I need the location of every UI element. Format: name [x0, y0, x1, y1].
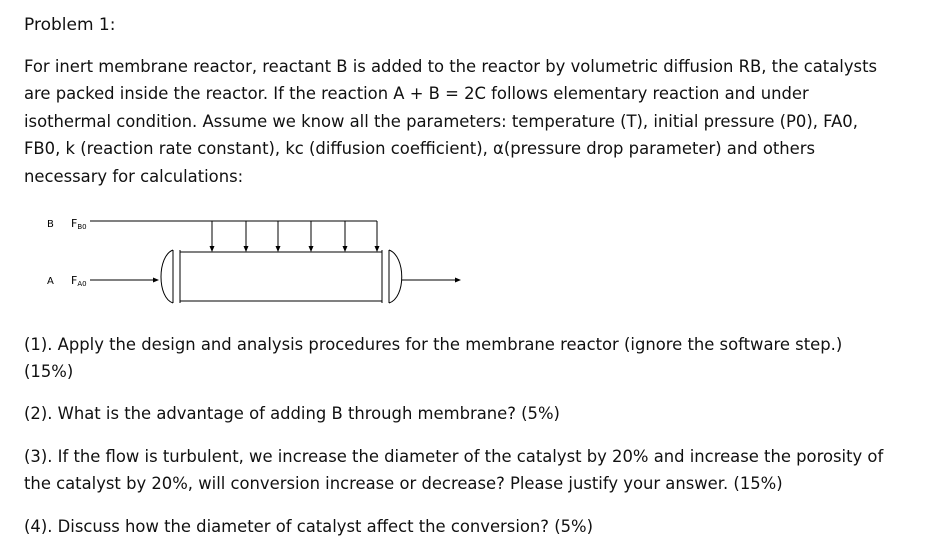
problem-title: Problem 1: [24, 15, 116, 35]
question-line: (2). What is the advantage of adding B through membrane? (5%) [24, 404, 560, 423]
diffusion-arrowhead [343, 246, 348, 252]
stream-a-letter: A [47, 276, 54, 287]
stream-a-flow-label [71, 274, 87, 288]
stream-a-flow-subscript: A0 [77, 280, 87, 288]
diffusion-arrowhead [309, 246, 314, 252]
question-line: (3). If the flow is turbulent, we increase the diameter of the catalyst by 20% and increase the porosity of [24, 447, 884, 466]
stream-b-flow-symbol: F [71, 217, 78, 230]
question-line: (4). Discuss how the diameter of catalyst affect the conversion? (5%) [24, 517, 593, 536]
diffusion-arrowhead [375, 246, 380, 252]
statement-line: FB0, k (reaction rate constant), kc (diffusion coefficient), α(pressure drop parameter) and others [24, 139, 816, 159]
question-1 [24, 331, 919, 386]
statement-line: For inert membrane reactor, reactant B is added to the reactor by volumetric diffusion RB, the catalysts [24, 57, 878, 76]
inlet-arrowhead [153, 278, 159, 283]
membrane-reactor-diagram [40, 210, 480, 320]
problem-statement [24, 53, 919, 190]
reactor-vessel [161, 250, 402, 303]
membrane-diffusion-arrows [212, 221, 377, 249]
stream-b-letter: B [47, 219, 54, 230]
question-line: (1). Apply the design and analysis procedures for the membrane reactor (ignore the software step.) [24, 335, 843, 354]
question-2 [24, 400, 919, 427]
outlet-arrowhead [455, 278, 461, 283]
stream-b-flow-label [71, 217, 87, 231]
question-line: the catalyst by 20%, will conversion increase or decrease? Please justify your answer. (15%) [24, 474, 783, 494]
diffusion-arrowhead [276, 246, 281, 252]
statement-line: necessary for calculations: [24, 166, 244, 186]
question-3 [24, 443, 919, 498]
statement-line: are packed inside the reactor. If the reaction A + B = 2C follows elementary reaction and under [24, 84, 809, 104]
statement-line: isothermal condition. Assume we know all the parameters: temperature (T), initial pressure (P0), FA0, [24, 111, 858, 131]
question-line: (15%) [24, 362, 74, 382]
diffusion-arrowhead [244, 246, 249, 252]
stream-a-flow-symbol: F [71, 274, 78, 287]
stream-b-flow-subscript: B0 [77, 223, 87, 231]
diffusion-arrowhead [210, 246, 215, 252]
question-4 [24, 513, 919, 540]
